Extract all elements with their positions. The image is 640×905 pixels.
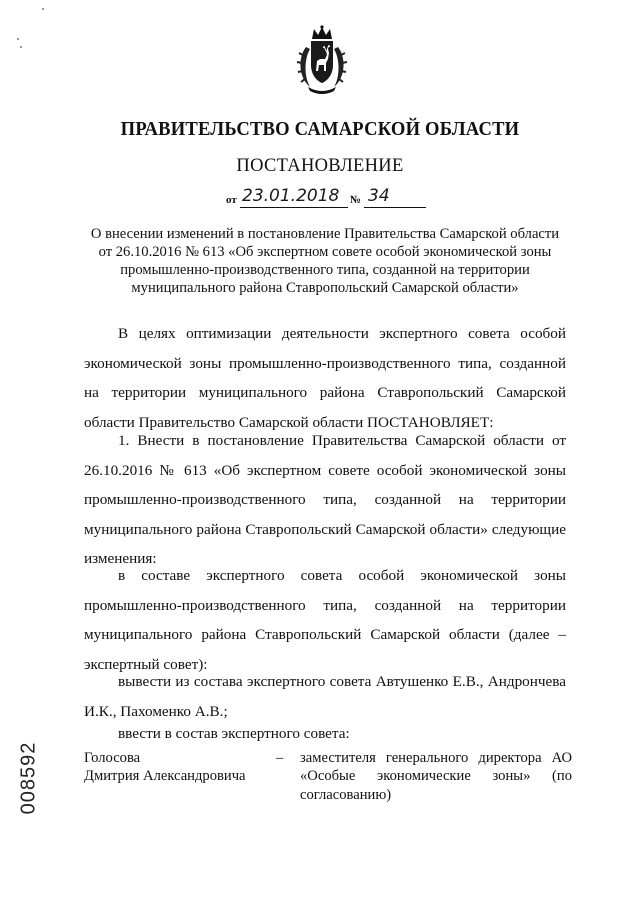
subject-line: муниципального района Ставропольский Самарской области»: [131, 280, 519, 296]
document-type: ПОСТАНОВЛЕНИЕ: [236, 156, 404, 176]
scan-speck: [42, 8, 44, 10]
registration-stamp: 008592: [17, 741, 40, 815]
appointee-dash: –: [276, 750, 284, 766]
item-1-paragraph: 1. Внести в постановление Правительства Самарской области от 26.10.2016 № 613 «Об экспертном совете особой экономической зоны промышленно-производственного типа, созданной на территории муниципального района Ставропольский Самарской области» следующие изменения:: [84, 432, 566, 567]
appointee-position: заместителя генерального директора АО «Особые экономические зоны» (по согласованию): [300, 750, 572, 803]
date-label: от: [226, 194, 237, 206]
appointee-name: Голосова Дмитрия Александровича: [84, 750, 246, 785]
number-label: №: [350, 194, 362, 206]
subject-line: О внесении изменений в постановление Правительства Самарской области: [90, 226, 560, 242]
scan-speck: [20, 46, 22, 48]
samara-coat-of-arms-icon: [296, 25, 348, 95]
add-members-intro: ввести в состав экспертного совета:: [118, 725, 350, 742]
subject-line: от 26.10.2016 № 613 «Об экспертном совете особой экономической зоны: [98, 244, 552, 260]
date-number-line: [226, 187, 436, 209]
government-title: ПРАВИТЕЛЬСТВО САМАРСКОЙ ОБЛАСТИ: [120, 118, 520, 140]
document-subject: [70, 225, 580, 297]
date-value: 23.01.2018: [242, 186, 340, 206]
item-1-subparagraph: в составе экспертного совета особой экономической зоны промышленно-производственного типа, созданной на территории муниципального района Ставропольский Самарской области (далее – экспертный совет):: [84, 567, 566, 673]
scan-speck: [17, 38, 19, 40]
number-value: 34: [368, 186, 390, 206]
preamble-paragraph: В целях оптимизации деятельности экспертного совета особой экономической зоны промышленно-производственного типа, созданной на территории муниципального района Ставропольский Самарской области Правительство Самарской области ПОСТАНОВЛЯЕТ:: [84, 325, 566, 431]
remove-members-paragraph: вывести из состава экспертного совета Автушенко Е.В., Андрончева И.К., Пахоменко А.В.;: [84, 673, 566, 720]
subject-line: промышленно-производственного типа, созданной на территории: [120, 262, 530, 278]
